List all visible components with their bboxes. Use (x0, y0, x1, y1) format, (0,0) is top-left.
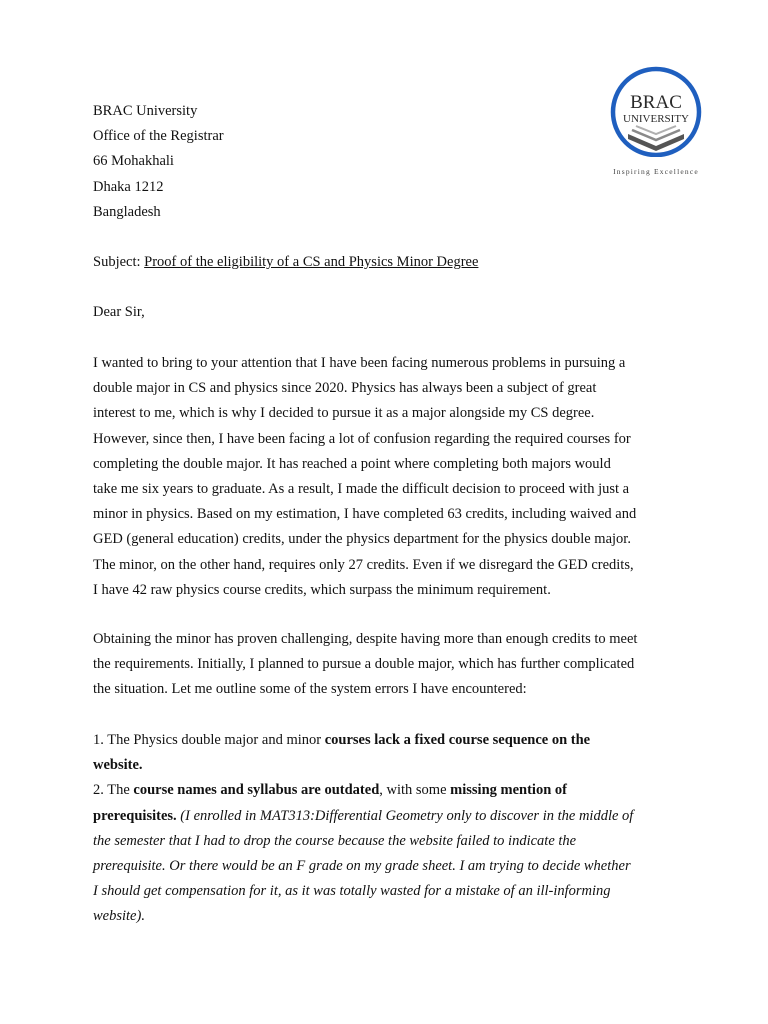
salutation: Dear Sir, (93, 304, 145, 320)
paragraph-line: minor in physics. Based on my estimation, I have completed 63 credits, including waived and (93, 506, 637, 523)
open-book-icon (628, 126, 684, 151)
paragraph-line: I have 42 raw physics course credits, which surpass the minimum requirement. (93, 581, 551, 598)
list-item-1-line-2: website. (93, 757, 143, 774)
subject-text: Proof of the eligibility of a CS and Physics Minor Degree (144, 254, 479, 270)
paragraph-line: completing the double major. It has reached a point where completing both majors would (93, 455, 611, 472)
brac-university-logo (604, 66, 708, 178)
paragraph-line: The minor, on the other hand, requires only 27 credits. Even if we disregard the GED credits, (93, 556, 634, 573)
logo-tagline: Inspiring Excellence (613, 167, 699, 176)
list-item-2-line-1: 2. The course names and syllabus are outdated, with some missing mention of (93, 782, 567, 799)
logo-text-brac: BRAC (630, 92, 682, 113)
list-item-2-italic-line: the semester that I had to drop the course because the website failed to indicate the (93, 832, 577, 849)
address-country: Bangladesh (93, 203, 161, 220)
paragraph-line: double major in CS and physics since 2020. Physics has always been a subject of great (93, 380, 597, 397)
recipient-address (93, 99, 224, 225)
paragraph-line: GED (general education) credits, under the physics department for the physics double major. (93, 531, 631, 548)
paragraph-line: Obtaining the minor has proven challenging, despite having more than enough credits to meet (93, 631, 638, 647)
paragraph-line: the requirements. Initially, I planned to pursue a double major, which has further complicated (93, 656, 635, 673)
body-paragraph-1 (93, 351, 683, 603)
paragraph-line: interest to me, which is why I decided to pursue it as a major alongside my CS degree. (93, 405, 595, 422)
paragraph-line: However, since then, I have been facing a lot of confusion regarding the required courses for (93, 430, 631, 447)
address-street: 66 Mohakhali (93, 153, 174, 170)
issues-list (93, 728, 683, 930)
subject-line (93, 250, 478, 275)
list-item-2-italic-line: I should get compensation for it, as it was totally wasted for a mistake of an ill-informing (93, 883, 611, 900)
logo-text-university: UNIVERSITY (623, 113, 689, 125)
paragraph-line: I wanted to bring to your attention that I have been facing numerous problems in pursuing a (93, 355, 626, 371)
paragraph-line: take me six years to graduate. As a result, I made the difficult decision to proceed with just a (93, 481, 630, 498)
list-item-2-italic-line: prerequisite. Or there would be an F grade on my grade sheet. I am trying to decide whether (93, 858, 631, 875)
address-office: Office of the Registrar (93, 128, 224, 145)
body-paragraph-2 (93, 627, 683, 703)
list-item-2-line-2: prerequisites. (I enrolled in MAT313:Differential Geometry only to discover in the middle of (93, 807, 634, 824)
list-item-1-line-1: 1. The Physics double major and minor courses lack a fixed course sequence on the (93, 732, 591, 748)
address-city: Dhaka 1212 (93, 178, 164, 195)
list-item-2-italic-line: website). (93, 908, 145, 925)
address-name: BRAC University (93, 103, 198, 119)
paragraph-line: the situation. Let me outline some of the system errors I have encountered: (93, 681, 527, 698)
subject-label: Subject: (93, 254, 145, 270)
